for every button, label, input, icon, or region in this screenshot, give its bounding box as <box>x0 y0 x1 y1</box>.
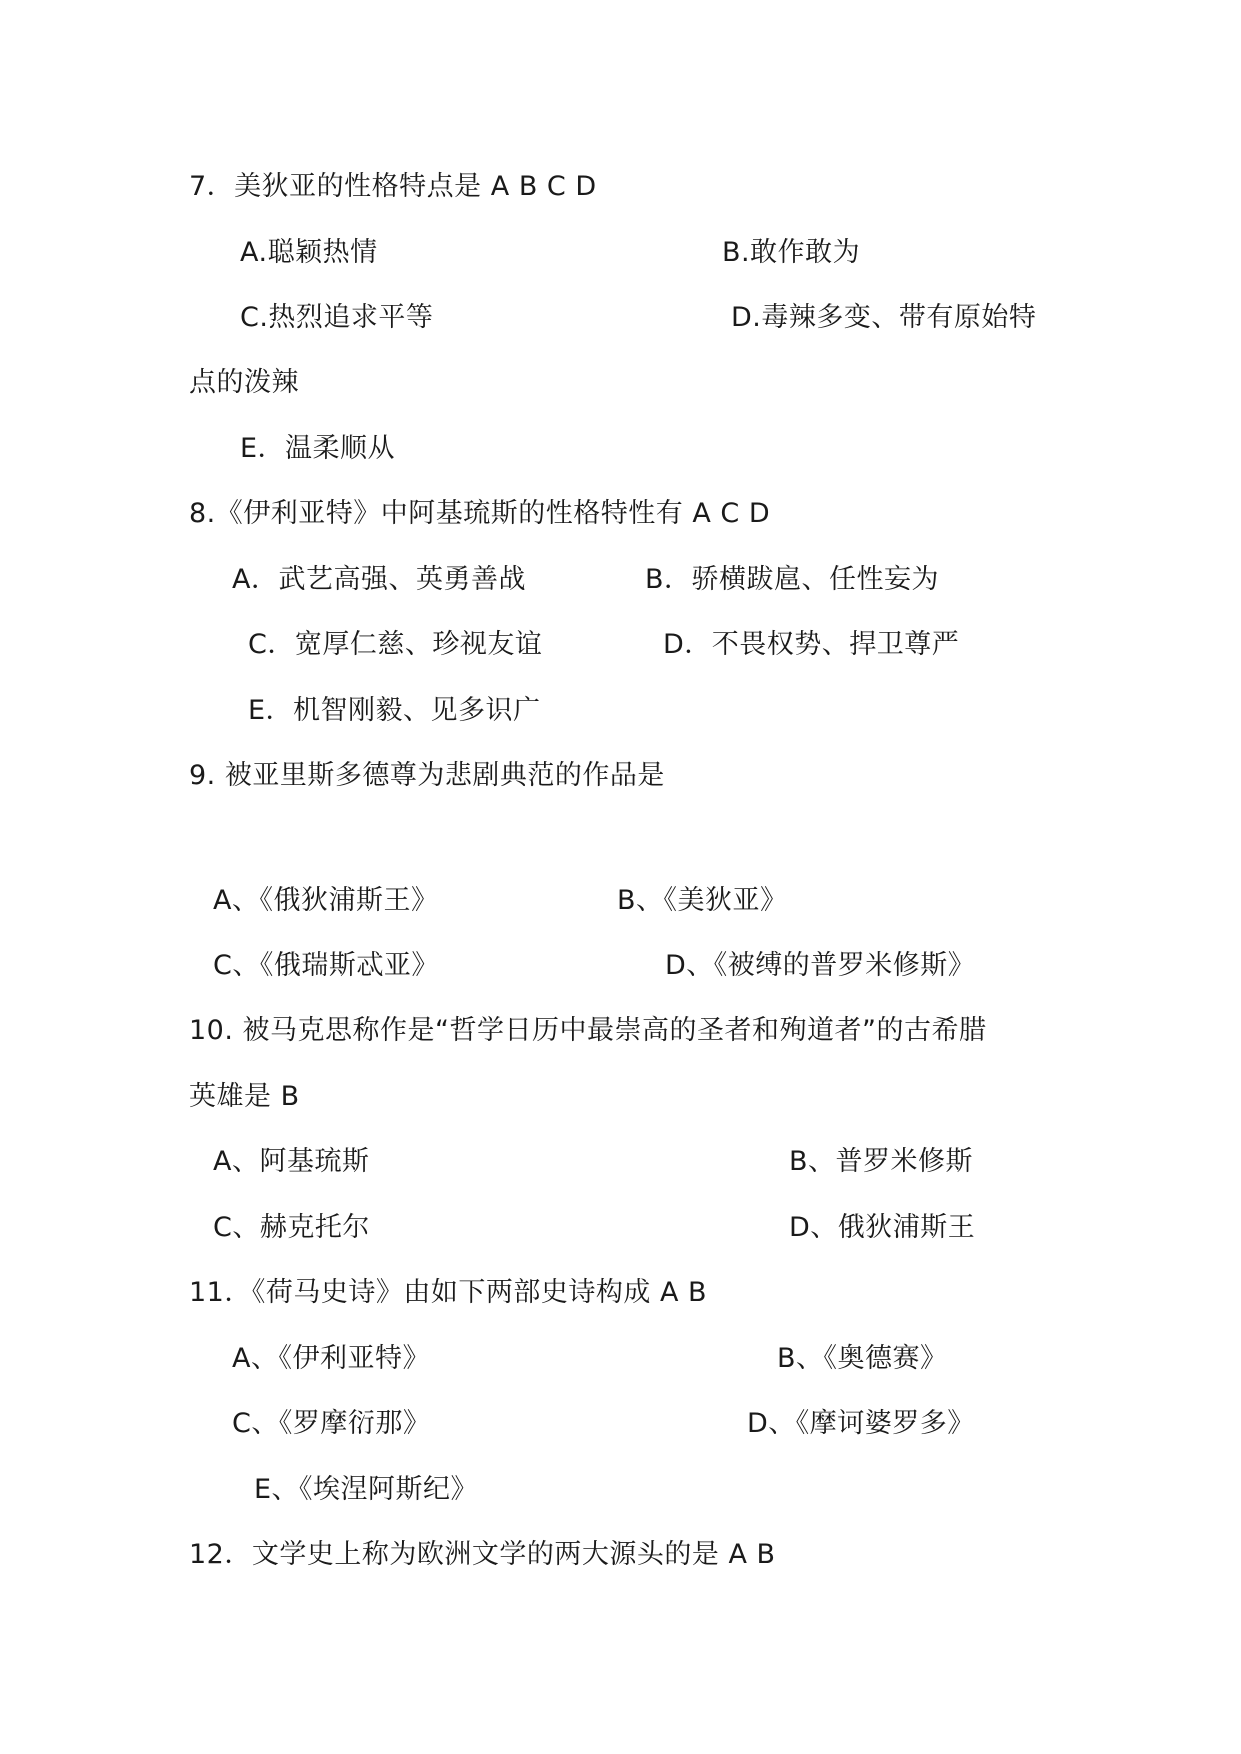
question-10-option-c: C、赫克托尔 <box>213 1212 370 1243</box>
question-11-option-a: A、《伊利亚特》 <box>232 1343 430 1374</box>
question-8-stem: 8.《伊利亚特》中阿基琉斯的性格特性有 A C D <box>189 498 771 529</box>
question-9-option-a: A、《俄狄浦斯王》 <box>213 885 439 916</box>
question-10-stem: 10. 被马克思称作是“哲学日历中最崇高的圣者和殉道者”的古希腊 <box>189 1015 987 1046</box>
question-9-option-d: D、《被缚的普罗米修斯》 <box>665 950 976 981</box>
question-8-option-e: E．机智刚毅、见多识广 <box>248 695 541 726</box>
question-7-option-d-continued: 点的泼辣 <box>189 367 299 398</box>
question-7-option-b: B.敢作敢为 <box>722 237 861 268</box>
question-10-option-d: D、俄狄浦斯王 <box>789 1212 976 1243</box>
question-11-option-c: C、《罗摩衍那》 <box>232 1408 431 1439</box>
question-7-option-e: E．温柔顺从 <box>240 433 396 464</box>
question-7-stem: 7．美狄亚的性格特点是 A B C D <box>189 171 597 202</box>
question-9-stem: 9. 被亚里斯多德尊为悲剧典范的作品是 <box>189 760 665 791</box>
question-8-option-a: A．武艺高强、英勇善战 <box>232 564 526 595</box>
question-11-option-b: B、《奥德赛》 <box>777 1343 948 1374</box>
question-8-option-d: D．不畏权势、捍卫尊严 <box>663 629 960 660</box>
question-11-option-d: D、《摩诃婆罗多》 <box>747 1408 975 1439</box>
question-8-option-c: C．宽厚仁慈、珍视友谊 <box>248 629 543 660</box>
question-8-option-b: B．骄横跋扈、任性妄为 <box>645 564 940 595</box>
question-9-option-b: B、《美狄亚》 <box>617 885 788 916</box>
question-10-option-a: A、阿基琉斯 <box>213 1146 370 1177</box>
question-7-option-d: D.毒辣多变、带有原始特 <box>731 302 1037 333</box>
question-12-stem: 12．文学史上称为欧洲文学的两大源头的是 A B <box>189 1539 776 1570</box>
question-10-stem-continued: 英雄是 B <box>189 1081 300 1112</box>
question-7-option-c: C.热烈追求平等 <box>240 302 434 333</box>
question-10-option-b: B、普罗米修斯 <box>789 1146 974 1177</box>
question-9-option-c: C、《俄瑞斯忒亚》 <box>213 950 439 981</box>
question-11-stem: 11．《荷马史诗》由如下两部史诗构成 A B <box>189 1277 708 1308</box>
question-7-option-a: A.聪颖热情 <box>240 237 378 268</box>
question-11-option-e: E、《埃涅阿斯纪》 <box>254 1474 479 1505</box>
